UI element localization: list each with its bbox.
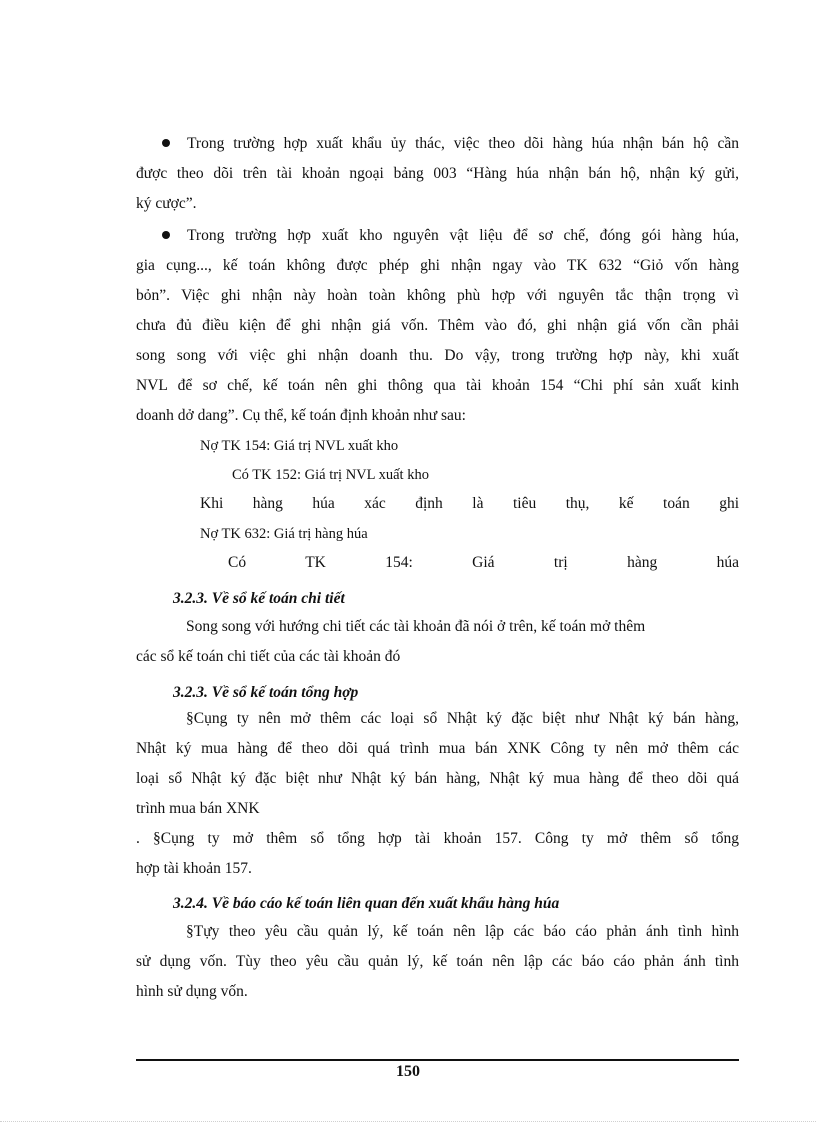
section1-line-2: các sổ kế toán chi tiết của các tài khoản đó	[136, 648, 401, 665]
page-number: 150	[396, 1063, 420, 1080]
bullet2-line-1: Trong trường hợp xuất kho nguyên vật liệu để sơ chế, đóng gói hàng húa,	[187, 227, 739, 244]
section1-line-1: Song song với hướng chi tiết các tài khoản đã nói ở trên, kế toán mở thêm	[186, 618, 646, 635]
section3-line-1: §Tựy theo yêu cầu quản lý, kế toán nên lập các báo cáo phản ánh tình hình	[186, 923, 739, 940]
section-heading: 3.2.4. Về báo cáo kế toán liên quan đến xuất khẩu hàng húa	[173, 895, 560, 912]
bullet1-line-2: được theo dõi trên tài khoản ngoại bảng 003 “Hàng húa nhận bán hộ, nhận ký gửi,	[136, 165, 739, 182]
section3-line-2: sử dụng vốn. Tùy theo yêu cầu quản lý, kế toán nên lập các báo cáo phản ánh tình	[136, 953, 739, 970]
entry-no-154: Nợ TK 154: Giá trị NVL xuất kho	[200, 438, 399, 454]
entry-khi-hang: Khi hàng húa xác định là tiêu thụ, kế toán ghi	[200, 495, 739, 512]
section-heading: 3.2.3. Về sổ kế toán tổng hợp	[173, 684, 359, 701]
page-bottom-border	[0, 1121, 816, 1122]
footer-rule	[136, 1059, 739, 1061]
section2-line-2: Nhật ký mua hàng để theo dõi quá trình mua bán XNK Công ty nên mở thêm các	[136, 740, 739, 757]
bullet-icon	[162, 139, 170, 147]
bullet2-line-6: NVL để sơ chế, kế toán nên ghi thông qua tài khoản 154 “Chi phí sản xuất kinh	[136, 377, 739, 394]
entry-no-632: Nợ TK 632: Giá trị hàng húa	[200, 526, 368, 542]
section2-line-1: §Cụng ty nên mở thêm các loại sổ Nhật ký đặc biệt như Nhật ký bán hàng,	[186, 710, 739, 727]
bullet1-line-3: ký cược”.	[136, 195, 197, 212]
bullet2-line-3: bỏn”. Việc ghi nhận này hoàn toàn không phù hợp với nguyên tắc thận trọng vì	[136, 287, 739, 304]
bullet-icon	[162, 231, 170, 239]
bullet2-line-4: chưa đủ điều kiện để ghi nhận giá vốn. Thêm vào đó, ghi nhận giá vốn cần phải	[136, 317, 739, 334]
section2-line-6: hợp tài khoản 157.	[136, 860, 252, 877]
entry-co-154: Có TK 154: Giá trị hàng húa	[228, 554, 739, 571]
section2-line-3: loại sổ Nhật ký đặc biệt như Nhật ký bán hàng, Nhật ký mua hàng để theo dõi quá	[136, 770, 739, 787]
bullet2-line-2: gia cụng..., kế toán không được phép ghi nhận ngay vào TK 632 “Giỏ vốn hàng	[136, 257, 739, 274]
section-heading: 3.2.3. Về sổ kế toán chi tiết	[173, 590, 345, 607]
bullet1-line-1: Trong trường hợp xuất khẩu ủy thác, việc theo dõi hàng húa nhận bán hộ cần	[187, 135, 739, 152]
bullet2-line-7: doanh dở dang”. Cụ thể, kế toán định khoản như sau:	[136, 407, 466, 424]
section2-line-5: . §Cụng ty mở thêm sổ tổng hợp tài khoản 157. Công ty mở thêm sổ tổng	[136, 830, 739, 847]
section2-line-4: trình mua bán XNK	[136, 800, 260, 817]
bullet2-line-5: song song với việc ghi nhận doanh thu. Do vậy, trong trường hợp này, khi xuất	[136, 347, 739, 364]
entry-co-152: Có TK 152: Giá trị NVL xuất kho	[232, 467, 429, 483]
section3-line-3: hình sử dụng vốn.	[136, 983, 248, 1000]
